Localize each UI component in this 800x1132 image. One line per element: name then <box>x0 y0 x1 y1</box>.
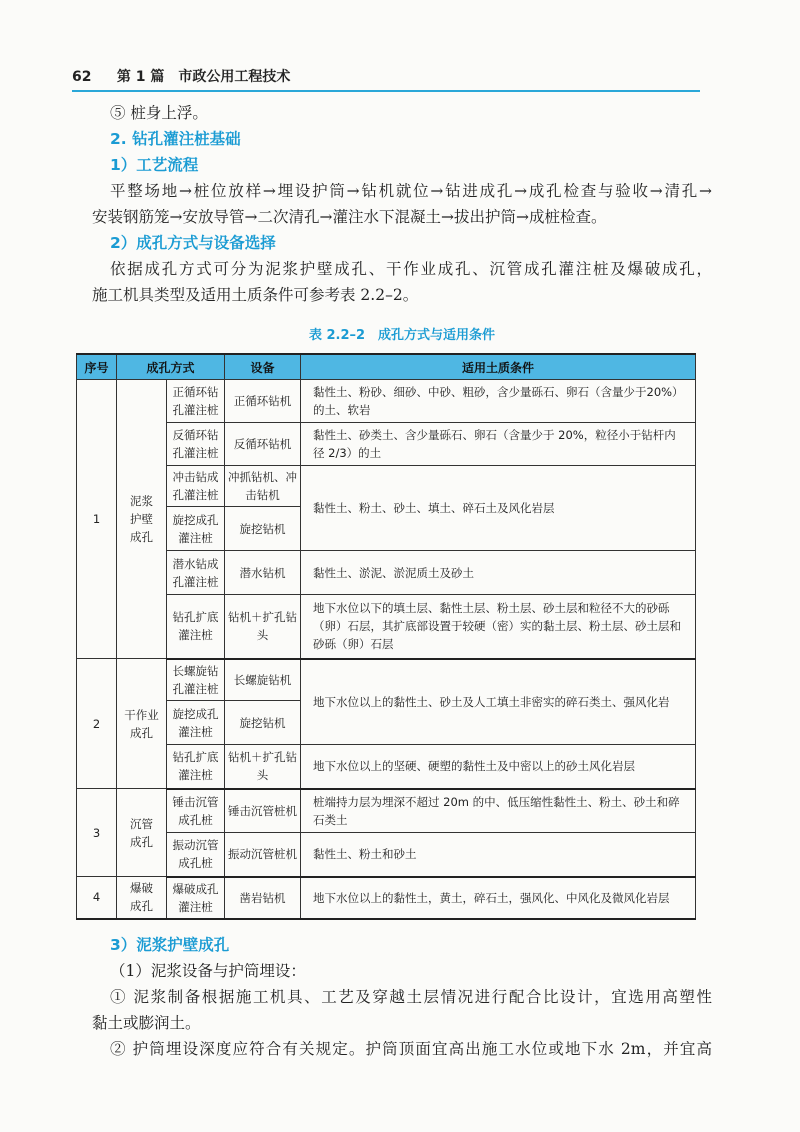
group-method: 干作业成孔 <box>117 659 167 789</box>
group-method: 爆破成孔 <box>117 877 167 919</box>
table-row <box>77 833 696 877</box>
sub-method: 长螺旋钻孔灌注桩 <box>167 659 225 701</box>
equipment: 正循环钻机 <box>225 380 301 423</box>
equipment: 钻机＋扩孔钻头 <box>225 595 301 659</box>
method-para-line-1: 依据成孔方式可分为泥浆护壁成孔、干作业成孔、沉管成孔灌注桩及爆破成孔， <box>110 260 712 278</box>
group-no: 2 <box>77 659 117 789</box>
equipment: 旋挖钻机 <box>225 507 301 551</box>
mud-item-1b: ② 护筒埋设深度应符合有关规定。护筒顶面宜高出施工水位或地下水 2m，并宜高 <box>110 1039 712 1058</box>
soil-condition: 黏性土、砂类土、含少量砾石、卵石（含量少于 20%，粒径小于钻杆内径 2/3）的土 <box>301 423 696 466</box>
equipment: 冲抓钻机、冲击钻机 <box>225 466 301 507</box>
header-equipment: 设备 <box>225 354 301 380</box>
group-no: 4 <box>77 877 117 919</box>
equipment: 凿岩钻机 <box>225 877 301 919</box>
soil-condition: 地下水位以上的黏性土、砂土及人工填土非密实的碎石类土、强风化岩 <box>301 659 696 745</box>
header-rule <box>72 90 700 92</box>
header-condition: 适用土质条件 <box>301 354 696 380</box>
page-content <box>84 100 712 1062</box>
soil-condition: 黏性土、粉砂、细砂、中砂、粗砂，含少量砾石、卵石（含量少于20%）的土、软岩 <box>301 380 696 423</box>
equipment: 潜水钻机 <box>225 551 301 595</box>
sub-method: 反循环钻孔灌注桩 <box>167 423 225 466</box>
equipment: 旋挖钻机 <box>225 701 301 745</box>
table-row <box>77 551 696 595</box>
sub-method: 正循环钻孔灌注桩 <box>167 380 225 423</box>
sub-method: 锤击沉管成孔桩 <box>167 789 225 833</box>
equipment: 钻机＋扩孔钻头 <box>225 745 301 789</box>
soil-condition: 地下水位以上的黏性土，黄土，碎石土，强风化、中风化及微风化岩层 <box>301 877 696 919</box>
header-no: 序号 <box>77 354 117 380</box>
group-no: 1 <box>77 380 117 659</box>
sub-method: 钻孔扩底灌注桩 <box>167 745 225 789</box>
mud-item-1a-line-2: 黏土或膨润土。 <box>92 1013 201 1032</box>
sub-method: 旋挖成孔灌注桩 <box>167 701 225 745</box>
table-row <box>77 659 696 701</box>
group-method: 泥浆护壁成孔 <box>117 380 167 659</box>
method-table <box>76 353 696 920</box>
group-no: 3 <box>77 789 117 877</box>
subsection-process-title: 1）工艺流程 <box>110 156 199 174</box>
table-row <box>77 466 696 507</box>
sub-method: 振动沉管成孔桩 <box>167 833 225 877</box>
process-line-1: 平整场地→桩位放样→埋设护筒→钻机就位→钻进成孔→成孔检查与验收→清孔→ <box>110 182 712 200</box>
section-title: 2. 钻孔灌注桩基础 <box>110 130 241 148</box>
table-row <box>77 423 696 466</box>
soil-condition: 黏性土、粉土和砂土 <box>301 833 696 877</box>
sub-method: 冲击钻成孔灌注桩 <box>167 466 225 507</box>
table-row <box>77 595 696 659</box>
equipment: 反循环钻机 <box>225 423 301 466</box>
chapter-title: 第 1 篇 市政公用工程技术 <box>116 69 291 85</box>
soil-condition: 桩端持力层为埋深不超过 20m 的中、低压缩性黏性土、粉土、砂土和碎石类土 <box>301 789 696 833</box>
subsection-method-title: 2）成孔方式与设备选择 <box>110 234 276 252</box>
method-para-line-2: 施工机具类型及适用土质条件可参考表 2.2–2。 <box>92 286 419 304</box>
sub-method: 爆破成孔灌注桩 <box>167 877 225 919</box>
header-method: 成孔方式 <box>117 354 225 380</box>
process-line-2: 安装钢筋笼→安放导管→二次清孔→灌注水下混凝土→拔出护筒→成桩检查。 <box>92 208 607 226</box>
table-row <box>77 745 696 789</box>
equipment: 锤击沉管桩机 <box>225 789 301 833</box>
group-method: 沉管成孔 <box>117 789 167 877</box>
table-row <box>77 380 696 423</box>
mud-item-1: （1）泥浆设备与护筒埋设： <box>110 961 306 980</box>
table-header-row <box>77 354 696 380</box>
equipment: 长螺旋钻机 <box>225 659 301 701</box>
sub-method: 钻孔扩底灌注桩 <box>167 595 225 659</box>
intro-item: ⑤ 桩身上浮。 <box>110 104 208 122</box>
subsection-mud-title: 3）泥浆护壁成孔 <box>110 935 230 954</box>
mud-item-1a-line-1: ① 泥浆制备根据施工机具、工艺及穿越土层情况进行配合比设计，宜选用高塑性 <box>110 987 712 1006</box>
table-row <box>77 877 696 919</box>
page-header <box>72 66 700 92</box>
soil-condition: 地下水位以下的填土层、黏性土层、粉土层、砂土层和粒径不大的砂砾（卵）石层，其扩底部设置于较硬（密）实的黏土层、粉土层、砂土层和砂砾（卵）石层 <box>301 595 696 659</box>
soil-condition: 地下水位以上的坚硬、硬塑的黏性土及中密以上的砂土风化岩层 <box>301 745 696 789</box>
sub-method: 潜水钻成孔灌注桩 <box>167 551 225 595</box>
soil-condition: 黏性土、淤泥、淤泥质土及砂土 <box>301 551 696 595</box>
equipment: 振动沉管桩机 <box>225 833 301 877</box>
table-caption: 表 2.2–2 成孔方式与适用条件 <box>308 328 496 343</box>
table-row <box>77 789 696 833</box>
soil-condition: 黏性土、粉土、砂土、填土、碎石土及风化岩层 <box>301 466 696 551</box>
sub-method: 旋挖成孔灌注桩 <box>167 507 225 551</box>
page-number: 62 <box>72 69 92 85</box>
